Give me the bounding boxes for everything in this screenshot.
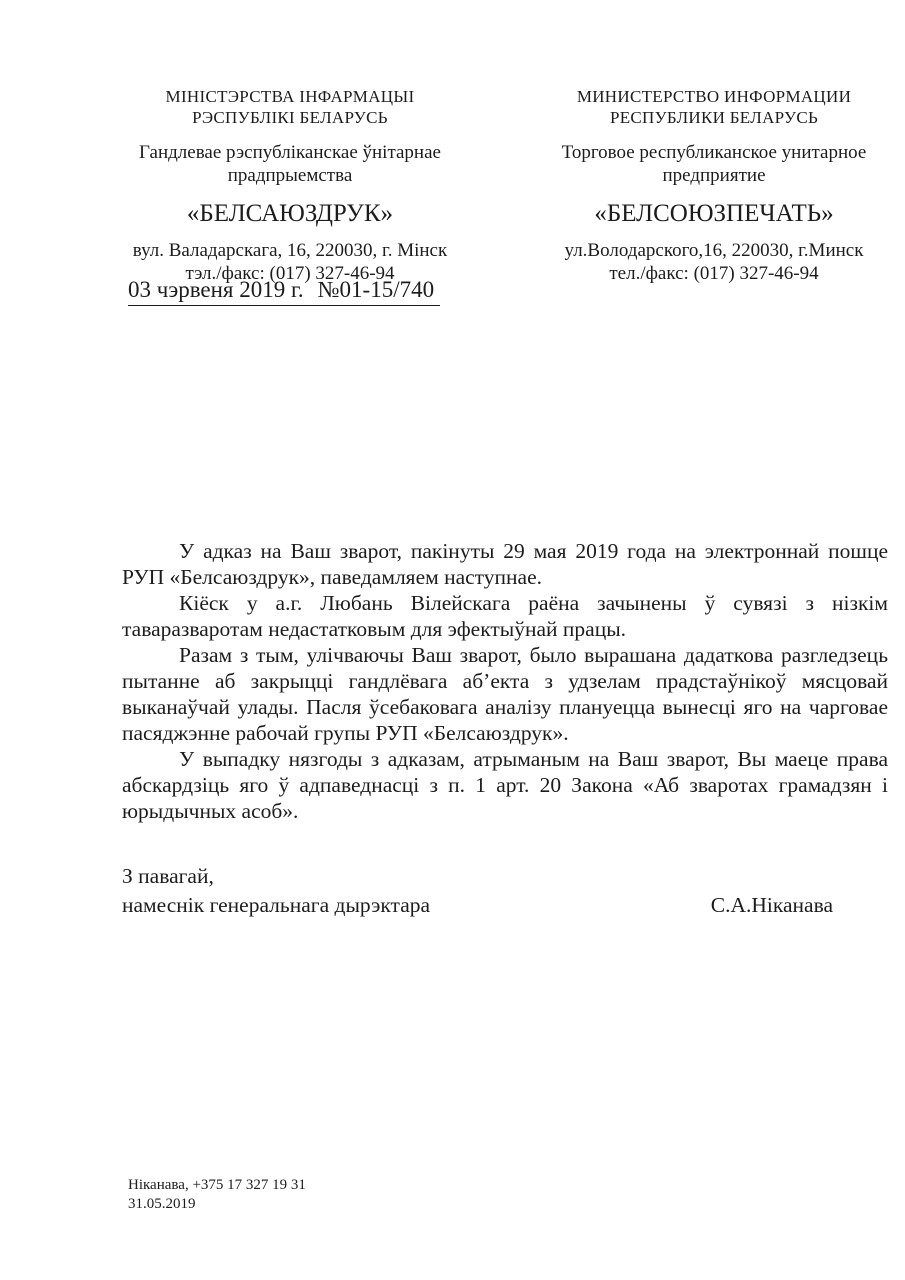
ministry-line1-be: МІНІСТЭРСТВА ІНФАРМАЦЫІ — [165, 87, 415, 106]
org-address-be: вул. Валадарскага, 16, 220030, г. Мінск — [132, 240, 448, 261]
executor-footer — [128, 1176, 306, 1214]
ministry-line1-ru: МИНИСТЕРСТВО ИНФОРМАЦИИ — [576, 87, 852, 106]
org-type-ru: Торговое республиканское унитарное предприятие — [561, 142, 867, 186]
signature-name: С.А.Ніканава — [710, 893, 833, 917]
letterhead-russian-column — [540, 86, 888, 285]
body-paragraph: Кіёск у а.г. Любань Вілейскага раёна зачынены ў сувязі з нізкім таваразваротам недастатковым для эфектыўнай працы. — [122, 591, 888, 641]
ministry-name-ru — [540, 86, 888, 128]
org-type-be: Гандлевае рэспубліканскае ўнітарнае прадпрыемства — [139, 142, 441, 186]
signature-closing: З павагай, — [122, 864, 214, 888]
reference-line — [128, 276, 440, 306]
letter-date: 03 чэрвеня 2019 г. — [128, 277, 304, 302]
org-name-be: «БЕЛСАЮЗДРУК» — [186, 200, 394, 227]
org-phone-ru: тел./факс: (017) 327-46-94 — [609, 263, 819, 284]
signature-position: намеснік генеральнага дырэктара — [122, 893, 431, 917]
signature-block — [122, 862, 888, 920]
letter-number: №01-15/740 — [317, 277, 435, 302]
ministry-line2-ru: РЕСПУБЛИКИ БЕЛАРУСЬ — [609, 108, 819, 127]
ministry-name-be — [110, 86, 470, 128]
letterhead-belarusian-column — [110, 86, 470, 285]
signature-row — [122, 891, 888, 920]
body-paragraph: У выпадку нязгоды з адказам, атрыманым на Ваш зварот, Вы маеце права абскардзіць яго ў адпаведнасці з п. 1 арт. 20 Закона «Аб зваротах грамадзян і юрыдычных асоб». — [122, 747, 888, 823]
org-phone-be: тэл./факс: (017) 327-46-94 — [185, 263, 395, 284]
executor-date: 31.05.2019 — [128, 1196, 196, 1212]
org-address-ru: ул.Володарского,16, 220030, г.Минск — [564, 240, 864, 261]
letter-body — [122, 538, 888, 824]
body-paragraph: У адказ на Ваш зварот, пакінуты 29 мая 2019 года на электроннай пошце РУП «Белсаюздрук», паведамляем наступнае. — [122, 539, 888, 589]
org-name-ru: «БЕЛСОЮЗПЕЧАТЬ» — [594, 200, 834, 227]
body-paragraph: Разам з тым, улічваючы Ваш зварот, было вырашана дадаткова разгледзець пытанне аб закрыцці гандлёвага аб’екта з удзелам прадстаўнікоў мясцовай выканаўчай улады. Пасля ўсебаковага аналізу плануецца вынесці яго на чарговае пасяджэнне рабочай групы РУП «Белсаюздрук». — [122, 643, 888, 745]
ministry-line2-be: РЭСПУБЛІКІ БЕЛАРУСЬ — [192, 108, 388, 127]
executor-contact: Ніканава, +375 17 327 19 31 — [128, 1177, 306, 1193]
